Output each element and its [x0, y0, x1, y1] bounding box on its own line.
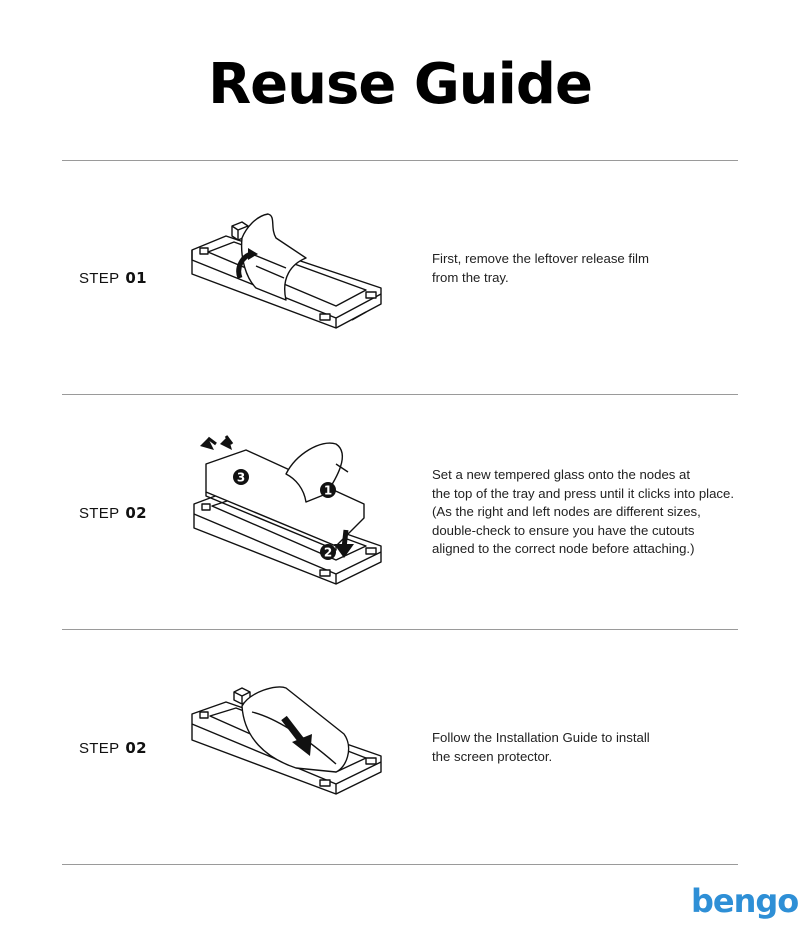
divider-top: [62, 160, 738, 161]
step-3-label: [79, 739, 147, 757]
step-3-line-1: Follow the Installation Guide to install: [432, 730, 650, 745]
step-2-label: [79, 504, 147, 522]
step-2-line-4: double-check to ensure you have the cutouts: [432, 522, 695, 538]
step-2-description: [432, 466, 752, 559]
marker-2: 2: [323, 545, 333, 560]
step-2-line-5: aligned to the correct node before attaching.): [432, 541, 695, 556]
step-3-number: 02: [125, 739, 147, 757]
step-1-word: STEP: [79, 270, 120, 287]
divider-1: [62, 394, 738, 395]
step-1-description: [432, 250, 752, 287]
step-2-line-1: Set a new tempered glass onto the nodes at: [432, 467, 691, 482]
step-1-number: 01: [125, 269, 147, 287]
step-3-illustration: [186, 678, 386, 808]
page-title: Reuse Guide: [208, 52, 592, 117]
step-1-line-2: from the tray.: [432, 269, 509, 285]
step-3-description: [432, 729, 752, 766]
step-3-line-2: the screen protector.: [432, 748, 553, 764]
step-1-line-1: First, remove the leftover release film: [432, 251, 649, 266]
step-1-illustration: [186, 208, 386, 338]
brand-logo: bengo: [691, 882, 799, 920]
marker-1: 1: [323, 483, 333, 498]
step-2-number: 02: [125, 504, 147, 522]
step-2-illustration: [186, 434, 386, 590]
step-2-line-3: (As the right and left nodes are different sizes,: [432, 504, 701, 519]
step-3-word: STEP: [79, 740, 120, 757]
step-1-label: [79, 269, 147, 287]
step-2-line-2: the top of the tray and press until it clicks into place.: [432, 485, 735, 501]
divider-2: [62, 629, 738, 630]
step-2-word: STEP: [79, 505, 120, 522]
marker-3: 3: [236, 470, 246, 485]
divider-bottom: [62, 864, 738, 865]
